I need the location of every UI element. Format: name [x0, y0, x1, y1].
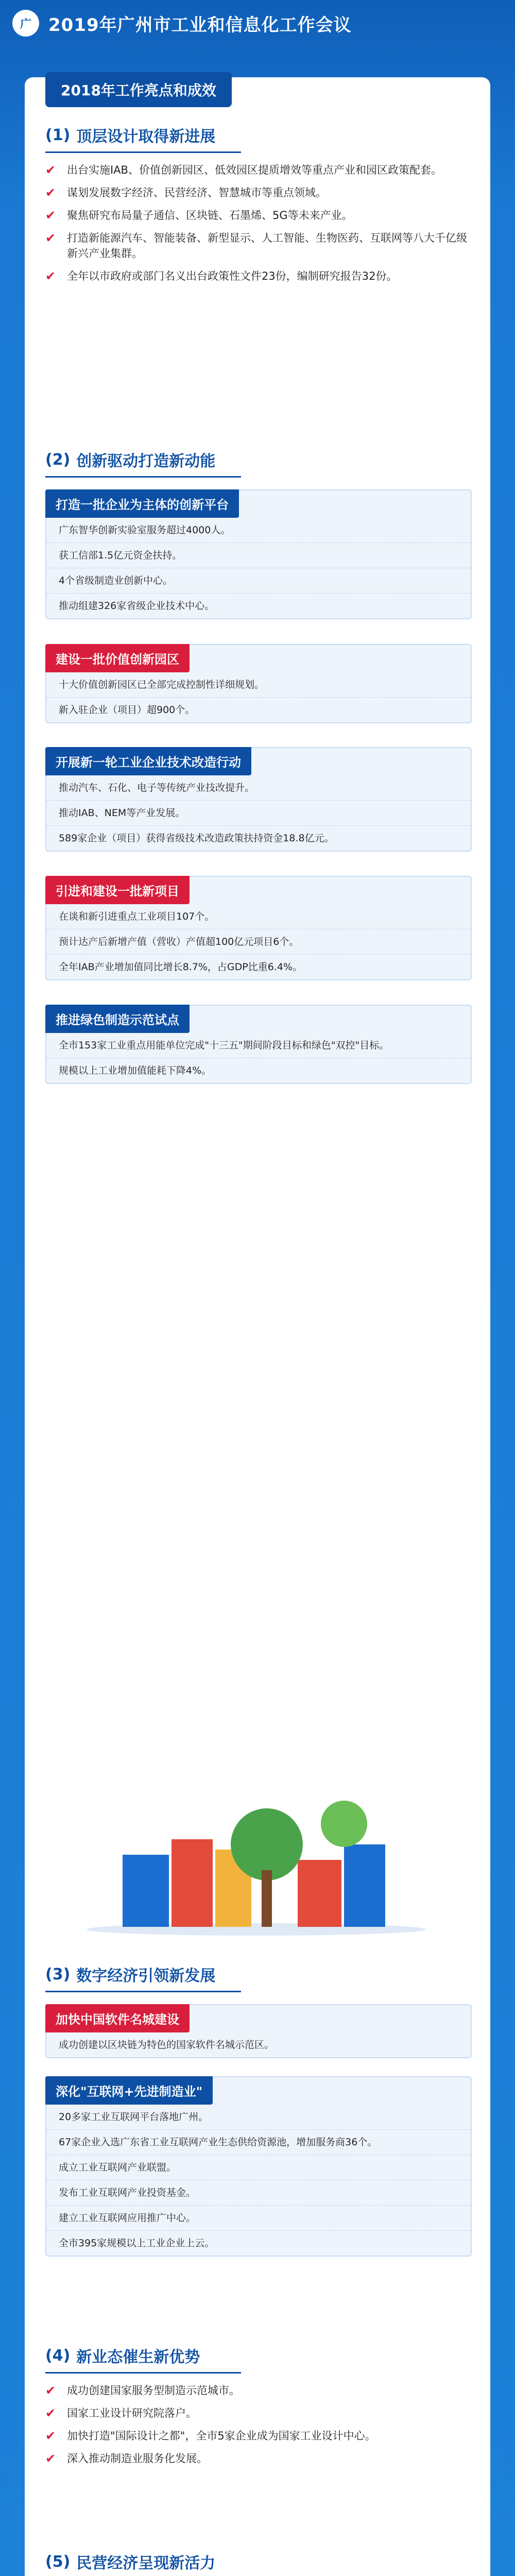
- section-title: (1) 顶层设计取得新进展: [45, 126, 216, 146]
- section-3: (3) 数字经济引领新发展: [45, 1963, 470, 1992]
- list-item: ✔ 全年以市政府或部门名义出台政策性文件23份，编制研究报告32份。: [45, 269, 398, 283]
- box-innovation-platform: 打造一批企业为主体的创新平台 广东智华创新实验室服务超过4000人。 获工信部1.5亿元资金扶持。 4个省级制造业创新中心。 推动组建326家省级企业技术中心。: [45, 489, 472, 619]
- logo-icon: 广: [12, 10, 39, 37]
- box-green-manufacturing: 推进绿色制造示范试点 全市153家工业重点用能单位完成"十三五"期间阶段目标和绿色"双控"目标。 规模以上工业增加值能耗下降4%。: [45, 1005, 472, 1084]
- box-internet-plus: 深化"互联网+先进制造业" 20多家工业互联网平台落地广州。 67家企业入选广东省工业互联网产业生态供给资源池，增加服务商36个。 成立工业互联网产业联盟。 发布工业互联网产业投资基金。 建立工业互联网应用推广中心。 全市395家规模以上工业企业上云。: [45, 2076, 472, 2257]
- box-new-projects: 引进和建设一批新项目 在谈和新引进重点工业项目107个。 预计达产后新增产值（营收）产值超100亿元项目6个。 全年IAB产业增加值同比增长8.7%，占GDP比重6.4%。: [45, 876, 472, 980]
- main-card: [25, 77, 490, 2576]
- list-item: ✔ 谋划发展数字经济、民营经济、智慧城市等重点领域。: [45, 185, 327, 200]
- list-item: ✔ 打造新能源汽车、智能装备、新型显示、人工智能、生物医药、互联网等八大千亿级新兴产业集群。: [45, 231, 467, 260]
- check-icon: ✔: [45, 163, 56, 177]
- header: [0, 0, 515, 46]
- check-icon: ✔: [45, 208, 56, 223]
- box-value-parks: 建设一批价值创新园区 十大价值创新园区已全部完成控制性详细规划。 新入驻企业（项目）超900个。: [45, 644, 472, 723]
- section-5: (5) 民营经济呈现新活力: [45, 2552, 216, 2572]
- banner: 2018年工作亮点和成效: [45, 72, 232, 107]
- books-illustration: [56, 1783, 457, 1937]
- list-item: ✔ 聚焦研究布局量子通信、区块链、石墨烯、5G等未来产业。: [45, 208, 353, 223]
- box-software-city: 加快中国软件名城建设 成功创建以区块链为特色的国家软件名城示范区。: [45, 2004, 472, 2058]
- check-icon: ✔: [45, 185, 56, 200]
- section-1: [45, 124, 470, 291]
- section-2: (2) 创新驱动打造新动能: [45, 448, 470, 478]
- section-4: (4) 新业态催生新优势 ✔ 成功创建国家服务型制造示范城市。 ✔ 国家工业设计研究院落户。 ✔ 加快打造"国际设计之都"，全市5家企业成为国家工业设计中心。 ✔ 深入推动制造业服务化发展。: [45, 2346, 376, 2466]
- box-tech-upgrade: 开展新一轮工业企业技术改造行动 推动汽车、石化、电子等传统产业技改提升。 推动IAB、NEM等产业发展。 589家企业（项目）获得省级技术改造政策扶持资金18.8亿元。: [45, 747, 472, 852]
- check-icon: ✔: [45, 231, 56, 245]
- list-item: ✔ 出台实施IAB、价值创新园区、低效园区提质增效等重点产业和园区政策配套。: [45, 163, 442, 177]
- check-icon: ✔: [45, 269, 56, 283]
- page-title: 2019年广州市工业和信息化工作会议: [48, 14, 352, 36]
